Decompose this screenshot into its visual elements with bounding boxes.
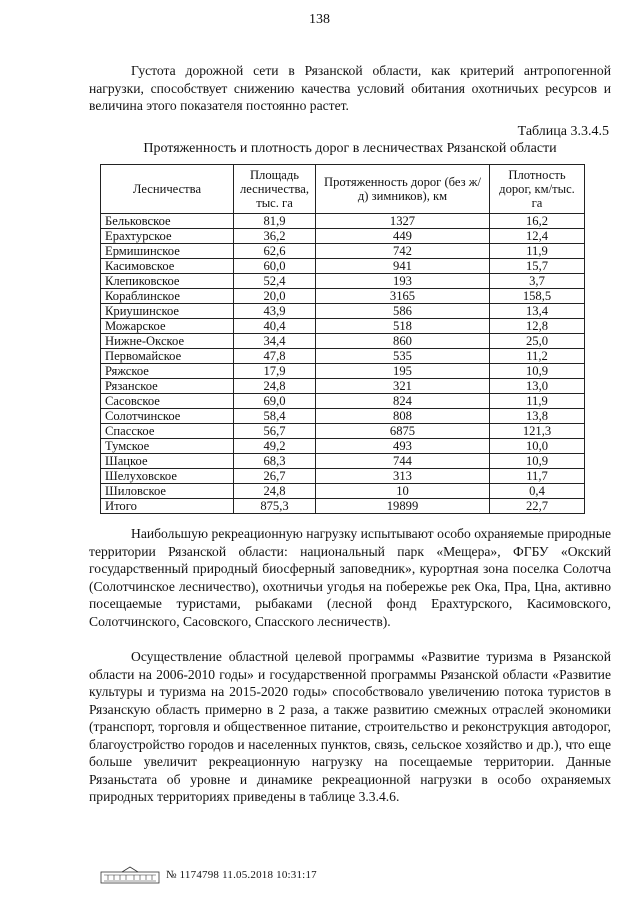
cell-road-length: 321 <box>316 379 490 394</box>
header-road-length: Протяженность дорог (без ж/д) зимников), км <box>316 165 490 214</box>
cell-forestry: Солотчинское <box>101 409 234 424</box>
table-row <box>101 394 585 409</box>
cell-area: 20,0 <box>234 289 316 304</box>
header-road-density: Плотность дорог, км/тыс. га <box>490 165 585 214</box>
cell-road-length: 535 <box>316 349 490 364</box>
cell-area: 24,8 <box>234 484 316 499</box>
cell-road-density: 11,9 <box>490 394 585 409</box>
cell-road-density: 13,4 <box>490 304 585 319</box>
cell-area: 58,4 <box>234 409 316 424</box>
document-info: № 1174798 11.05.2018 10:31:17 <box>166 869 317 881</box>
page-number: 138 <box>309 12 330 27</box>
cell-forestry: Тумское <box>101 439 234 454</box>
cell-forestry: Ермишинское <box>101 244 234 259</box>
cell-area: 52,4 <box>234 274 316 289</box>
cell-road-density: 13,8 <box>490 409 585 424</box>
cell-road-length: 744 <box>316 454 490 469</box>
table-row <box>101 274 585 289</box>
cell-road-density: 10,0 <box>490 439 585 454</box>
cell-road-length: 313 <box>316 469 490 484</box>
cell-area: 43,9 <box>234 304 316 319</box>
cell-forestry: Спасское <box>101 424 234 439</box>
table-row <box>101 214 585 229</box>
cell-area: 40,4 <box>234 319 316 334</box>
cell-area: 81,9 <box>234 214 316 229</box>
table-title: Протяженность и плотность дорог в лесничествах Рязанской области <box>143 141 557 156</box>
cell-road-density: 13,0 <box>490 379 585 394</box>
cell-forestry: Криушинское <box>101 304 234 319</box>
cell-forestry: Бельковское <box>101 214 234 229</box>
table-row <box>101 259 585 274</box>
body-paragraph-recreation: Наибольшую рекреационную нагрузку испытывают особо охраняемые природные территории Рязанской области: национальный парк «Мещера», ФГБУ «Окский государственный природный биосферный заповедник», курортная зона поселка Солотча (Солотчинское лесничество), охотничьи угодья на побережье рек Ока, Пра, Цна, активно посещаемые туристами, рыбаками (лесной фонд Ерахтурского, Касимовского, Солотчинского, Сасовского, Спасского лесничеств). <box>89 526 611 629</box>
cell-forestry: Шелуховское <box>101 469 234 484</box>
cell-road-density: 11,2 <box>490 349 585 364</box>
cell-area: 34,4 <box>234 334 316 349</box>
cell-road-density: 11,7 <box>490 469 585 484</box>
table-row <box>101 424 585 439</box>
cell-road-density: 22,7 <box>490 499 585 514</box>
table-row <box>101 334 585 349</box>
cell-road-length: 6875 <box>316 424 490 439</box>
cell-forestry: Клепиковское <box>101 274 234 289</box>
table-row <box>101 229 585 244</box>
cell-forestry: Рязанское <box>101 379 234 394</box>
table-body <box>101 214 585 514</box>
stamp-logo-icon <box>100 866 160 884</box>
cell-forestry: Ряжское <box>101 364 234 379</box>
table-row <box>101 349 585 364</box>
cell-road-density: 12,8 <box>490 319 585 334</box>
cell-road-length: 860 <box>316 334 490 349</box>
cell-road-length: 742 <box>316 244 490 259</box>
cell-road-density: 0,4 <box>490 484 585 499</box>
cell-road-density: 158,5 <box>490 289 585 304</box>
cell-area: 56,7 <box>234 424 316 439</box>
cell-forestry: Касимовское <box>101 259 234 274</box>
cell-forestry: Можарское <box>101 319 234 334</box>
cell-road-length: 824 <box>316 394 490 409</box>
cell-area: 47,8 <box>234 349 316 364</box>
table-row <box>101 454 585 469</box>
cell-forestry: Кораблинское <box>101 289 234 304</box>
cell-area: 69,0 <box>234 394 316 409</box>
cell-road-density: 12,4 <box>490 229 585 244</box>
cell-forestry: Первомайское <box>101 349 234 364</box>
cell-road-length: 1327 <box>316 214 490 229</box>
cell-forestry: Нижне-Окское <box>101 334 234 349</box>
cell-road-length: 493 <box>316 439 490 454</box>
header-area: Площадь лесничества, тыс. га <box>234 165 316 214</box>
table-row <box>101 499 585 514</box>
cell-road-length: 10 <box>316 484 490 499</box>
cell-road-density: 25,0 <box>490 334 585 349</box>
cell-road-density: 10,9 <box>490 454 585 469</box>
cell-forestry: Итого <box>101 499 234 514</box>
cell-area: 24,8 <box>234 379 316 394</box>
cell-road-density: 15,7 <box>490 259 585 274</box>
table-row <box>101 469 585 484</box>
cell-road-density: 11,9 <box>490 244 585 259</box>
cell-road-length: 19899 <box>316 499 490 514</box>
table-row <box>101 289 585 304</box>
cell-area: 17,9 <box>234 364 316 379</box>
cell-area: 26,7 <box>234 469 316 484</box>
table-row <box>101 364 585 379</box>
cell-area: 62,6 <box>234 244 316 259</box>
cell-road-length: 518 <box>316 319 490 334</box>
table-number: Таблица 3.3.4.5 <box>517 124 609 139</box>
cell-road-density: 16,2 <box>490 214 585 229</box>
cell-road-length: 193 <box>316 274 490 289</box>
table-header-row <box>101 165 585 214</box>
cell-road-length: 808 <box>316 409 490 424</box>
cell-area: 36,2 <box>234 229 316 244</box>
cell-road-density: 3,7 <box>490 274 585 289</box>
roads-table <box>100 164 585 514</box>
cell-forestry: Шиловское <box>101 484 234 499</box>
table-row <box>101 409 585 424</box>
table-row <box>101 304 585 319</box>
footer <box>100 866 317 884</box>
cell-area: 49,2 <box>234 439 316 454</box>
table-row <box>101 319 585 334</box>
cell-area: 68,3 <box>234 454 316 469</box>
cell-road-density: 121,3 <box>490 424 585 439</box>
body-paragraph-tourism-program: Осуществление областной целевой программы «Развитие туризма в Рязанской области на 2006-2010 годы» и государственной программы Рязанской области «Развитие культуры и туризма на 2015-2020 годы» способствовало увеличению потока туристов в Рязанскую область примерно в 2 раза, а также развитию смежных отраслей экономики (транспорт, торговля и общественное питание, строительство и реконструкция автодорог, благоустройство городов и населенных пунктов, связь, сельское хозяйство и др.), что еще больше увеличит рекреационную нагрузку на посещаемые территории. Данные Рязаньстата об уровне и динамике рекреационной нагрузки в особо охраняемых природных территориях приведены в таблице 3.3.4.6. <box>89 649 611 804</box>
cell-road-length: 3165 <box>316 289 490 304</box>
cell-road-length: 195 <box>316 364 490 379</box>
cell-forestry: Ерахтурское <box>101 229 234 244</box>
table-row <box>101 484 585 499</box>
cell-road-length: 586 <box>316 304 490 319</box>
cell-road-length: 941 <box>316 259 490 274</box>
table-row <box>101 439 585 454</box>
cell-area: 60,0 <box>234 259 316 274</box>
cell-road-density: 10,9 <box>490 364 585 379</box>
intro-paragraph: Густота дорожной сети в Рязанской области, как критерий антропогенной нагрузки, способствует снижению качества условий обитания охотничьих ресурсов и величина этого показателя постоянно растет. <box>89 63 611 113</box>
cell-area: 875,3 <box>234 499 316 514</box>
cell-forestry: Шацкое <box>101 454 234 469</box>
cell-forestry: Сасовское <box>101 394 234 409</box>
cell-road-length: 449 <box>316 229 490 244</box>
table-row <box>101 244 585 259</box>
header-forestry: Лесничества <box>101 165 234 214</box>
table-row <box>101 379 585 394</box>
